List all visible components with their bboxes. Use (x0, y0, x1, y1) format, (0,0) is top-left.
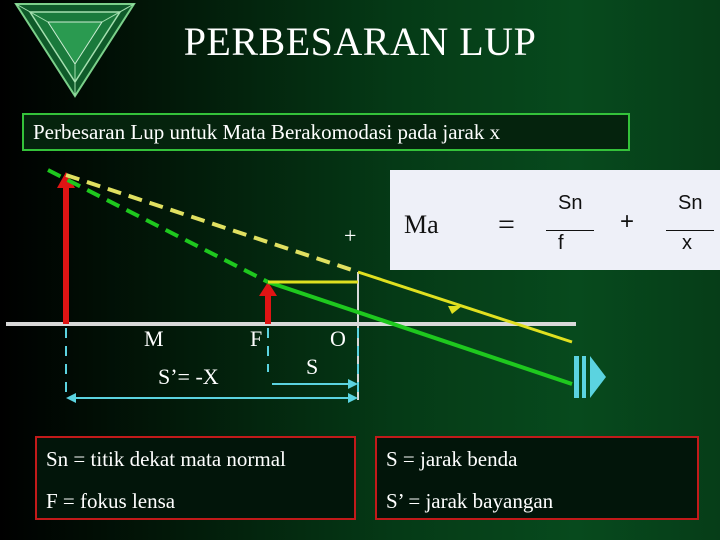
definition-box-left (35, 436, 356, 520)
label-m: M (144, 326, 164, 351)
object-distance-arrow-right (348, 379, 358, 389)
definition-f: F = fokus lensa (46, 489, 176, 513)
image-distance-arrow-left (66, 393, 76, 403)
yellow-ray-arrowhead (448, 306, 462, 314)
label-s-image: S’= -X (158, 364, 219, 389)
plus-sign: + (344, 223, 357, 248)
label-o: O (330, 326, 346, 351)
label-f: F (250, 326, 263, 351)
formula-fraction-bar (666, 230, 714, 231)
formula-term2-denominator: x (682, 232, 692, 254)
formula-plus: + (620, 208, 635, 235)
formula-lhs: Ma (404, 210, 439, 239)
subtitle-box: Perbesaran Lup untuk Mata Berakomodasi pada jarak x (22, 113, 630, 151)
formula-term2-numerator: Sn (678, 192, 703, 214)
dashed-green-ray (48, 170, 268, 282)
formula-fraction-bar (546, 230, 594, 231)
definition-s: S = jarak benda (386, 447, 518, 471)
magnification-formula (390, 170, 720, 270)
definition-sn: Sn = titik dekat mata normal (46, 447, 286, 471)
dashed-virtual-ray (66, 175, 358, 272)
formula-term1-numerator: Sn (558, 192, 583, 214)
yellow-ray-refracted (358, 272, 572, 342)
formula-term1-denominator: f (558, 232, 564, 254)
image-distance-arrow-right (348, 393, 358, 403)
formula-equals: = (498, 208, 515, 241)
label-s: S (306, 354, 319, 379)
slide-title: PERBESARAN LUP (183, 19, 537, 64)
eye-icon (574, 356, 606, 398)
definition-s-image: S’ = jarak bayangan (386, 489, 554, 513)
definition-box-right (375, 436, 699, 520)
